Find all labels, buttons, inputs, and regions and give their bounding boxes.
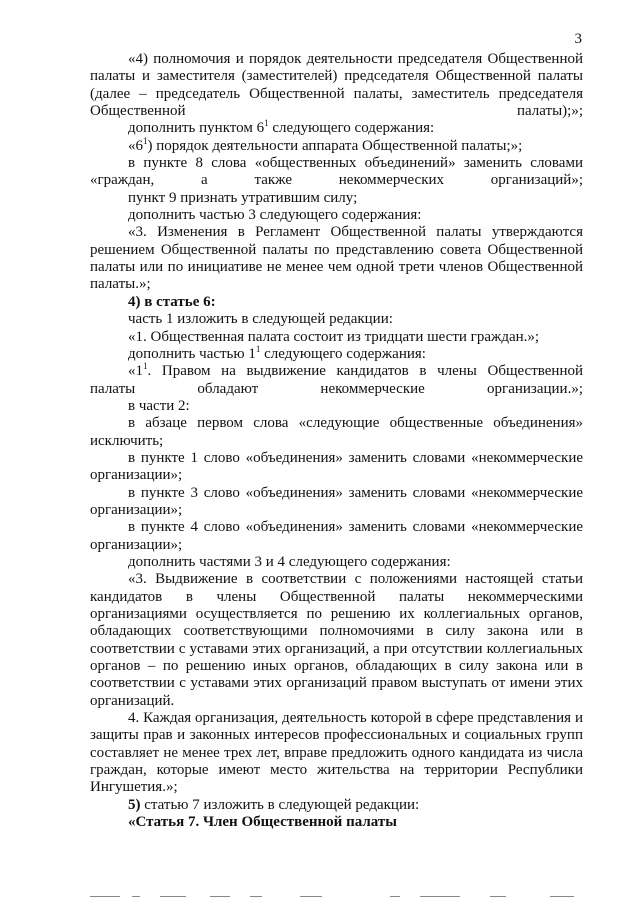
text-segment: «1. Общественная палата состоит из тридцати шести граждан.»;	[128, 328, 540, 345]
text-segment: «6	[128, 137, 143, 154]
text-segment: в пункте 3 слово «объединения» заменить словами «некоммерческие организации»;	[90, 484, 583, 518]
superscript: 1	[143, 361, 148, 372]
text-segment: в пункте 8 слова «общественных объединений» заменить словами «граждан, а также некоммерческих организаций»;	[90, 155, 583, 189]
paragraph	[90, 363, 583, 398]
text-segment: в абзаце первом слова «следующие общественные объединения» исключить;	[90, 415, 583, 449]
superscript: 1	[143, 135, 148, 146]
paragraph	[90, 329, 583, 346]
paragraph	[90, 155, 583, 190]
paragraph	[90, 135, 583, 155]
text-segment: часть 1 изложить в следующей редакции:	[128, 311, 393, 328]
paragraph	[90, 51, 583, 120]
text-segment: дополнить частями 3 и 4 следующего содержания:	[128, 553, 451, 570]
text-segment: . Правом на выдвижение кандидатов в члены Общественной палаты обладают некоммерческие организации.»;	[90, 363, 583, 397]
paragraph	[90, 485, 583, 520]
paragraph	[90, 450, 583, 485]
page-number: 3	[574, 31, 582, 47]
paragraph	[90, 343, 583, 363]
text-segment: дополнить частью 1	[128, 345, 256, 362]
superscript: 1	[264, 118, 269, 129]
text-segment: 4) в статье 6:	[128, 293, 216, 310]
paragraph	[90, 554, 583, 571]
paragraph	[90, 190, 583, 207]
superscript: 1	[255, 343, 261, 354]
text-segment: пункт 9 признать утратившим силу;	[128, 189, 358, 206]
paragraph	[90, 224, 583, 293]
text-segment: «Статья 7. Член Общественной палаты	[128, 814, 397, 831]
text-segment: «4) полномочия и порядок деятельности председателя Общественной палаты и заместителя (заместителей) председателя Общественной палаты (далее – председатель Общественной палаты, заместитель председателя Общественной палаты);»;	[90, 51, 583, 120]
text-segment: дополнить пунктом 6	[128, 120, 265, 137]
text-segment: 4. Каждая организация, деятельность которой в сфере представления и защиты прав и законных интересов профессиональных и социальных групп составляет не менее трех лет, вправе предложить одного кандидата из числа граждан, которые имеют место жительства на территории Республики Ингушетия.»;	[90, 710, 583, 796]
text-segment: «3. Изменения в Регламент Общественной палаты утверждаются решением Общественной палаты по представлению совета Общественной палаты или по инициативе не менее чем одной трети членов Общественной палаты.»;	[90, 224, 583, 293]
text-segment: 5)	[128, 796, 141, 813]
scan-edge-marks	[90, 896, 610, 899]
text-segment: «3. Выдвижение в соответствии с положениями настоящей статьи кандидатов в члены Общественной палаты некоммерческими организациями осуществляется по решению их коллегиальных органов, обладающих соответствующими полномочиями в силу закона или в соответствии с уставами этих организаций, а при отсутствии коллегиальных органов – по решению иных органов, обладающих в силу закона или в соответствии с уставами этих организаций правом выступать от имени этих организаций.	[90, 571, 583, 709]
paragraph	[90, 207, 583, 224]
paragraph	[90, 519, 583, 554]
paragraph	[90, 797, 583, 814]
paragraph	[90, 710, 583, 797]
text-segment: в части 2:	[128, 397, 190, 414]
text-segment: ) порядок деятельности аппарата Общественной палаты;»;	[147, 137, 523, 154]
text-segment: следующего содержания:	[260, 345, 426, 362]
paragraph	[90, 571, 583, 710]
text-segment: в пункте 4 слово «объединения» заменить словами «некоммерческие организации»;	[90, 519, 583, 553]
text-segment: в пункте 1 слово «объединения» заменить словами «некоммерческие организации»;	[90, 449, 583, 484]
paragraph	[90, 415, 583, 450]
text-segment: дополнить частью 3 следующего содержания:	[128, 207, 422, 224]
paragraph	[90, 311, 583, 328]
text-segment: следующего содержания:	[268, 120, 435, 137]
document-body	[90, 51, 583, 831]
text-segment: статью 7 изложить в следующей редакции:	[140, 796, 420, 813]
text-segment: «1	[128, 363, 143, 380]
paragraph	[90, 294, 583, 311]
paragraph	[90, 120, 583, 137]
paragraph	[90, 398, 583, 415]
paragraph	[90, 814, 583, 831]
